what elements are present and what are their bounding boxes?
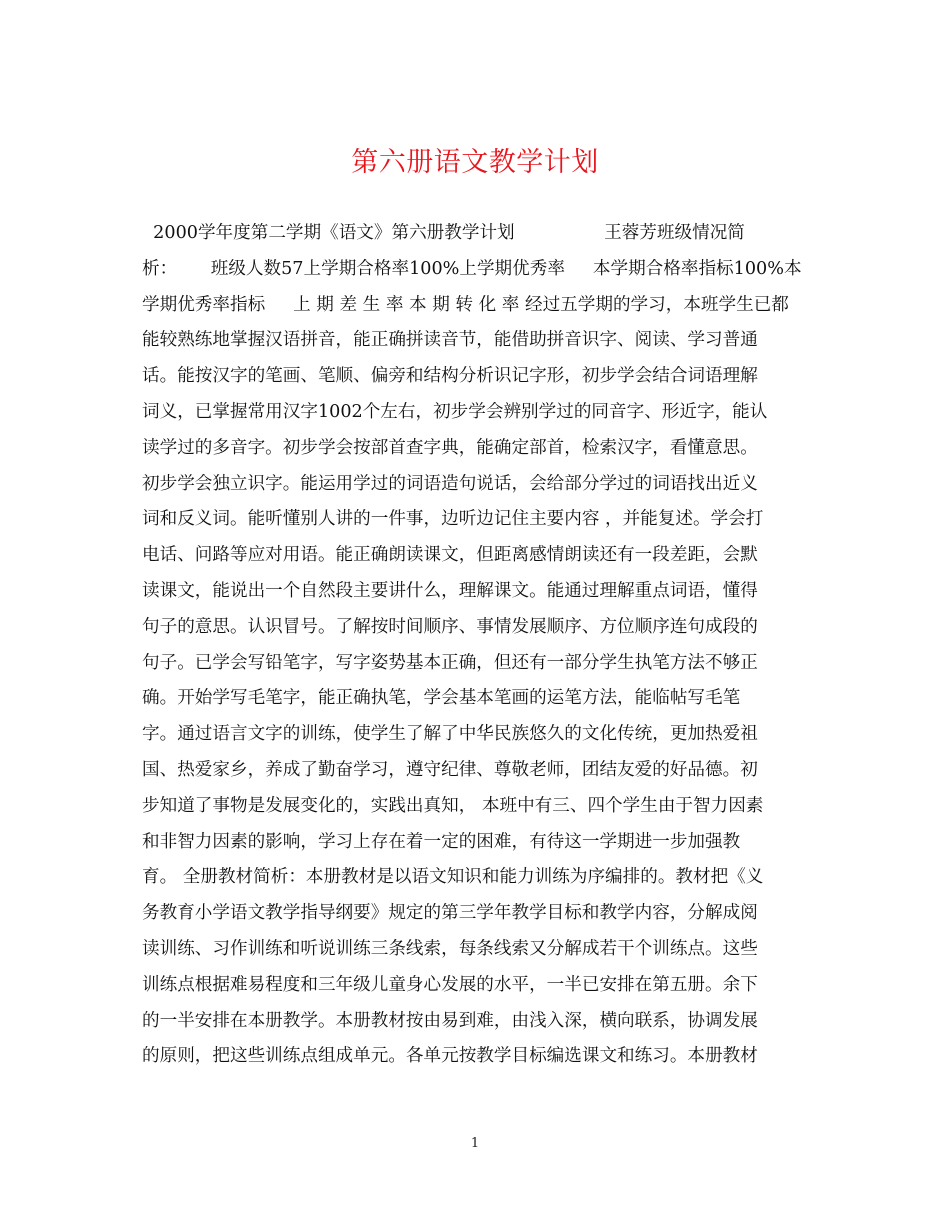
body-line: 初步学会独立识字。能运用学过的词语造句说话，会给部分学过的词语找出近义: [142, 473, 758, 494]
document-title: 第六册语文教学计划: [351, 147, 599, 178]
body-line: 和非智力因素的影响，学习上存在着一定的困难，有待这一学期进一步加强教: [142, 831, 741, 852]
body-line: 读训练、习作训练和听说训练三条线索，每条线索又分解成若干个训练点。这些: [142, 938, 758, 959]
document-body: [142, 216, 808, 1075]
body-line: 的一半安排在本册教学。本册教材按由易到难，由浅入深，横向联系，协调发展: [142, 1010, 758, 1031]
body-line: 确。开始学写毛笔字，能正确执笔，学会基本笔画的运笔方法，能临帖写毛笔: [142, 688, 741, 709]
body-line: 词义，已掌握常用汉字1002个左右，初步学会辨别学过的同音字、形近字，能认: [142, 401, 768, 422]
body-line: 的原则，把这些训练点组成单元。各单元按教学目标编选课文和练习。本册教材: [142, 1046, 758, 1067]
body-line: 话。能按汉字的笔画、笔顺、偏旁和结构分析识记字形，初步学会结合词语理解: [142, 366, 758, 387]
body-line: 词和反义词。能听懂别人讲的一件事，边听边记住主要内容 ，并能复述。学会打: [142, 509, 764, 530]
body-line: 育。 全册教材简析：本册教材是以语文知识和能力训练为序编排的。教材把《义: [142, 867, 764, 888]
body-line: 务教育小学语文教学指导纲要》规定的第三学年教学目标和教学内容，分解成阅: [142, 903, 758, 924]
body-line: 国、热爱家乡，养成了勤奋学习，遵守纪律、尊敬老师，团结友爱的好品德。初: [142, 759, 758, 780]
body-line: 学期优秀率指标 上 期 差 生 率 本 期 转 化 率 经过五学期的学习，本班学生已都: [142, 294, 789, 315]
body-line: 读课文，能说出一个自然段主要讲什么，理解课文。能通过理解重点词语，懂得: [142, 580, 758, 601]
body-line: 2000学年度第二学期《语文》第六册教学计划 王蓉芳班级情况简: [142, 223, 745, 243]
body-line: 步知道了事物是发展变化的，实践出真知， 本班中有三、四个学生由于智力因素: [142, 795, 764, 816]
page-number: 1: [470, 1136, 480, 1151]
body-line: 句子的意思。认识冒号。了解按时间顺序、事情发展顺序、方位顺序连句成段的: [142, 616, 758, 637]
body-line: 析： 班级人数57上学期合格率100%上学期优秀率 本学期合格率指标100%本: [142, 258, 802, 279]
body-line: 字。通过语言文字的训练，使学生了解了中华民族悠久的文化传统，更加热爱祖: [142, 724, 758, 745]
body-line: 句子。已学会写铅笔字，写字姿势基本正确，但还有一部分学生执笔方法不够正: [142, 652, 758, 673]
body-line: 训练点根据难易程度和三年级儿童身心发展的水平，一半已安排在第五册。余下: [142, 974, 758, 995]
body-line: 读学过的多音字。初步学会按部首查字典，能确定部首，检索汉字，看懂意思。: [142, 437, 758, 458]
body-line: 电话、问路等应对用语。能正确朗读课文，但距离感情朗读还有一段差距，会默: [142, 545, 758, 566]
body-line: 能较熟练地掌握汉语拼音，能正确拼读音节，能借助拼音识字、阅读、学习普通: [142, 330, 758, 351]
